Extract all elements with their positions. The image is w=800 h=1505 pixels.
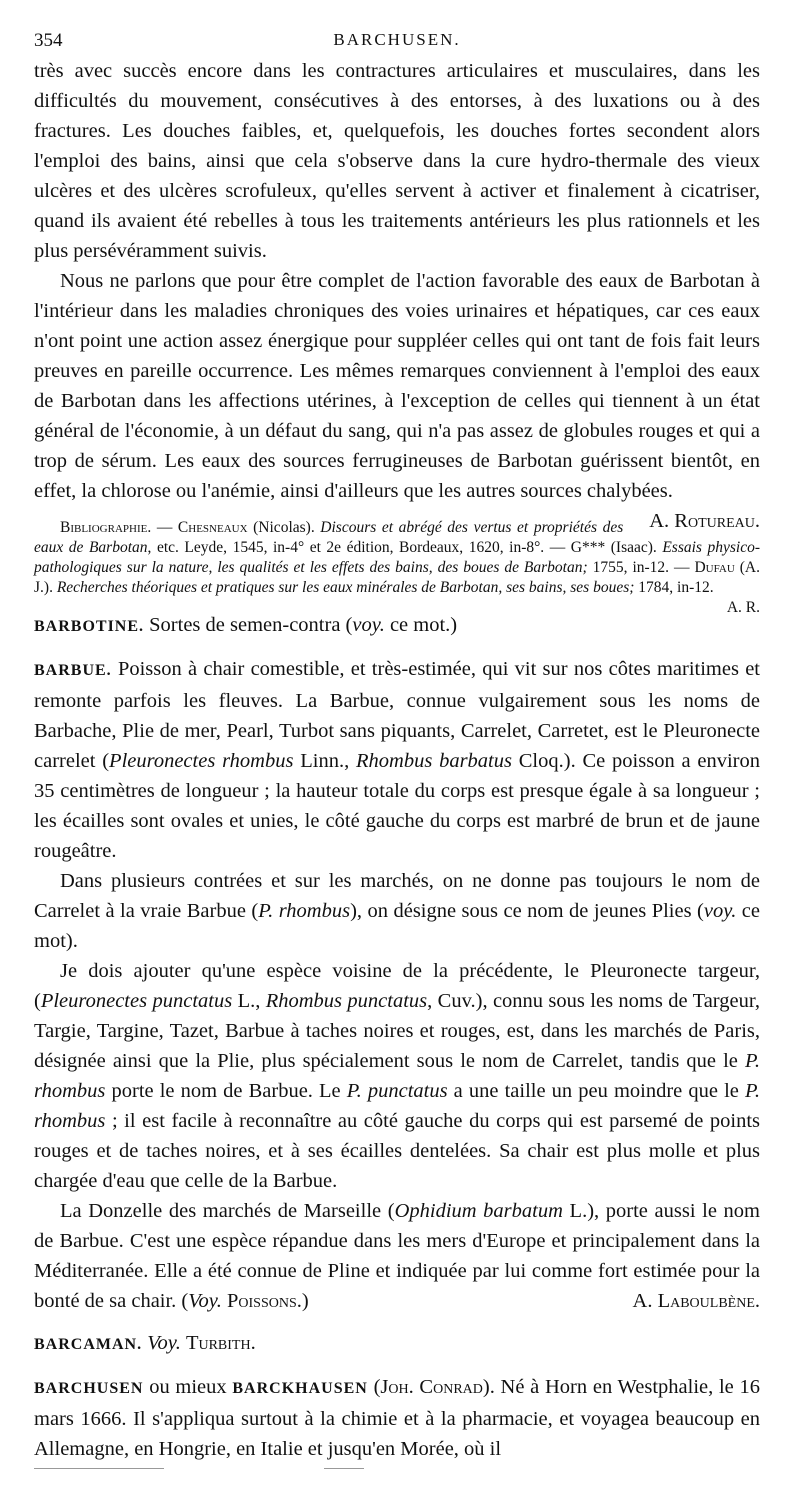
author-signature: A. Rotureau. xyxy=(649,510,760,532)
bib-title: Recherches théoriques et pratiques sur les eaux minérales de Barbotan, ses bains, ses boues; xyxy=(56,579,635,596)
entry-text: Dans plusieurs contrées et sur les marchés, on ne donne pas toujours le nom de Carrelet à la vraie Barbue ( xyxy=(34,870,760,922)
species-name: P. punctatus xyxy=(346,1080,448,1102)
bib-author-first: (Isaac). xyxy=(605,539,663,556)
entry-text: .) xyxy=(296,1290,309,1312)
species-name: Rhombus barbatus xyxy=(356,750,512,772)
bib-publication: , etc. Leyde, 1545, in-4° et 2e édition, Bordeaux, 1620, in-8°. — xyxy=(147,539,571,556)
bib-author: Chesneaux xyxy=(177,519,248,536)
cross-reference-target: Poissons xyxy=(221,1290,297,1312)
cross-reference: Voy. xyxy=(147,1332,181,1354)
headword: BARBUE. xyxy=(34,662,112,679)
bib-author-first: (A. J.). xyxy=(34,559,761,596)
entry-barcaman xyxy=(34,1328,760,1360)
page xyxy=(34,26,760,1464)
entry-text: Je dois ajouter qu'une espèce voisine de la précédente, le Pleuronecte targeur, ( xyxy=(34,960,760,1012)
cross-reference: voy. xyxy=(703,900,737,922)
headword: BARCHUSEN xyxy=(34,1380,144,1397)
bib-publication: 1784, in-12. xyxy=(634,579,714,596)
entry-text: Cloq.). Ce poisson a environ 35 centimètres de longueur ; la hauteur totale du corps est presque égale à sa longueur ; les écailles sont ovales et unies, le côté gauche du corps est marbré de brun et de jaune rougeâtre. xyxy=(34,750,760,862)
bib-publication: 1755, in-12. — xyxy=(587,559,695,576)
species-name: Ophidium barbatum xyxy=(394,1200,563,1222)
bib-author-first: (Nicolas). xyxy=(247,519,321,536)
entry-barbue xyxy=(34,654,760,866)
entry-barchusen xyxy=(34,1372,760,1464)
paragraph-barbue-2 xyxy=(34,866,760,956)
entry-text: L.), porte aussi le nom de Barbue. C'est une espèce répandue dans les mers d'Europe et principalement dans la Méditerranée. Elle a été connue de Pline et indiquée par lui comme fort estimée pour la bonté de sa chair. ( xyxy=(34,1200,760,1312)
footer-print-marks xyxy=(34,1466,414,1472)
entry-text: La Donzelle des marchés de Marseille ( xyxy=(60,1200,395,1222)
entry-text: Sortes de semen-contra ( xyxy=(144,614,353,636)
entry-text: , Cuv.), connu sous les noms de Targeur, Targie, Targine, Tazet, Barbue à taches noires et rouges, est, dans les marchés de Paris, désignée ainsi que la Plie, plus spécialement sous le nom de Carrelet, tandis que le xyxy=(34,990,760,1072)
entry-text: porte le nom de Barbue. Le xyxy=(105,1080,347,1102)
page-header xyxy=(34,26,760,56)
entry-text: ce mot.) xyxy=(384,614,458,636)
bib-title: Essais physico-pathologiques sur la nature, les qualités et les effets des bains, des boues de Barbotan; xyxy=(34,539,761,576)
entry-text: ; il est facile à reconnaître au côté gauche du corps qui est parsemé de points rouges et de taches noires, et à ses écailles dentelées. Sa chair est plus molle et plus chargée d'eau que celle de la Barbue. xyxy=(34,1110,760,1192)
entry-text: ), on désigne sous ce nom de jeunes Plies ( xyxy=(350,900,704,922)
cross-reference-target: Turbith. xyxy=(185,1332,256,1354)
entry-text: ). Né à Horn en Westphalie, le 16 mars 1666. Il s'appliqua surtout à la chimie et à la pharmacie, et voyagea beaucoup en Allemagne, en Hongrie, en Italie et jusqu'en Morée, où il xyxy=(34,1376,760,1460)
entry-text: ce mot). xyxy=(34,900,760,952)
page-number: 354 xyxy=(34,30,63,51)
species-name: P. rhombus xyxy=(34,1050,760,1102)
running-head: BARCHUSEN. xyxy=(333,30,461,49)
author-signature: A. Laboulbène. xyxy=(632,1290,760,1312)
entry-text: Linn., xyxy=(293,750,356,772)
headword: BARCAMAN. xyxy=(34,1336,143,1353)
species-name: P. rhombus xyxy=(34,1080,760,1132)
cross-reference: Voy. xyxy=(188,1290,222,1312)
cross-reference: voy. xyxy=(352,614,385,636)
entry-barbotine xyxy=(34,610,760,642)
paragraph-continuation: très avec succès encore dans les contractures articulaires et musculaires, dans les difficultés du mouvement, consécutives à des entorses, à des luxations ou à des fractures. Les douches faibles, et, quelquefois, les douches fortes secondent alors l'emploi des bains, ainsi que cela s'observe dans la cure hydro-thermale des vieux ulcères et des ulcères scrofuleux, qu'elles servent à activer et finalement à cicatriser, quand ils avaient été rebelles à tous les traitements antérieurs les plus rationnels et les plus persévéramment suivis. xyxy=(34,60,760,262)
bib-author: Dufau xyxy=(694,559,735,576)
species-name: Rhombus punctatus xyxy=(265,990,428,1012)
species-name: Pleuronectes rhombus xyxy=(109,750,294,772)
entry-text: Poisson à chair comestible, et très-estimée, qui vit sur nos côtes maritimes et remonte parfois les fleuves. La Barbue, connue vulgairement sous les noms de Barbache, Plie de mer, Pearl, Turbot sans piquants, Carrelet, Carretet, est le Pleuronecte carrelet ( xyxy=(34,658,760,772)
paragraph-text: Nous ne parlons que pour être complet de l'action favorable des eaux de Barbotan à l'intérieur dans les maladies chroniques des voies urinaires et hépatiques, car ces eaux n'ont point une action assez énergique pour suppléer celles qui ont tant de fois fait leurs preuves en pareille occurrence. Les mêmes remarques conviennent à l'emploi des eaux de Barbotan dans les affections utérines, à l'exception de celles qui tiennent à un état général de l'économie, à un défaut du sang, qui n'a pas assez de globules rouges et qui a trop de sérum. Les eaux des sources ferrugineuses de Barbotan guérissent bientôt, en effet, la chlorose ou l'anémie, ainsi d'ailleurs que les autres sources chalybées. xyxy=(34,270,760,502)
paragraph-barbue-4 xyxy=(34,1196,760,1316)
entry-text: a une taille un peu moindre que le xyxy=(447,1080,745,1102)
bib-author: G*** xyxy=(570,539,606,556)
bib-signature: A. R. xyxy=(726,599,760,616)
paragraph-barbue-3 xyxy=(34,956,760,1196)
entry-text: ( xyxy=(367,1376,381,1398)
headword-variant: BARCKHAUSEN xyxy=(232,1380,368,1397)
species-name: Pleuronectes punctatus xyxy=(40,990,233,1012)
entry-text: ou mieux xyxy=(143,1376,233,1398)
headword: BARBOTINE. xyxy=(34,618,145,635)
person-name: Joh. Conrad xyxy=(380,1376,483,1398)
entry-text: L., xyxy=(232,990,266,1012)
print-mark xyxy=(34,1468,164,1469)
species-name: P. rhombus xyxy=(258,900,351,922)
print-mark xyxy=(324,1468,364,1469)
bibliography-label: Bibliographie. xyxy=(60,519,152,536)
separator: — xyxy=(151,519,178,536)
bib-title: Discours et abrégé des vertus et propriétés des eaux de Barbotan xyxy=(34,519,624,556)
